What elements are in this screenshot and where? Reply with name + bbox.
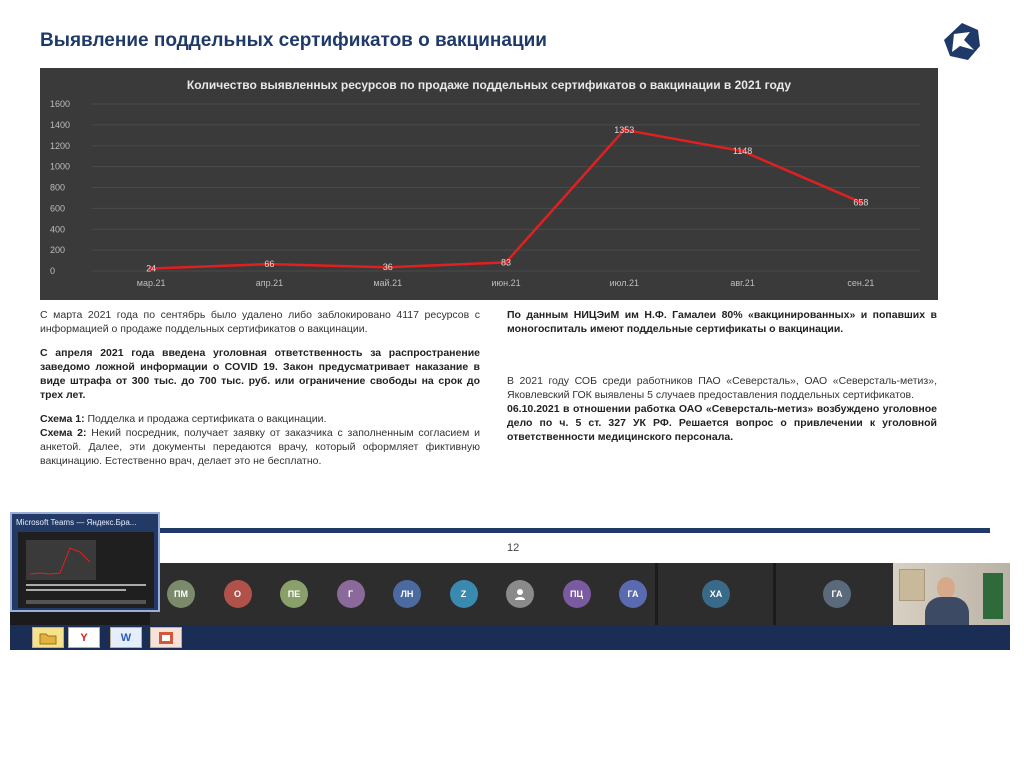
criminal-case-text: в отношении работка ОАО «Северсталь-метиз» возбуждено уголовное дело по ч. 5 ст. 327 УК РФ. Решается вопрос о привлечении к уголовной ответственности медицинского персонала. — [507, 403, 937, 443]
thumbnail-screen — [18, 532, 154, 608]
speaker-video-tile[interactable] — [893, 563, 1010, 625]
thumbnail-text — [26, 589, 126, 591]
participant-avatar[interactable]: ПМ — [167, 580, 195, 608]
scheme-2-label: Схема 2: — [40, 427, 87, 439]
x-tick-label: авг.21 — [730, 278, 755, 288]
data-label: 658 — [853, 197, 869, 208]
chart — [40, 68, 938, 300]
page-number: 12 — [507, 542, 520, 554]
teams-window-thumbnail[interactable] — [10, 512, 160, 612]
y-tick-label: 1200 — [50, 140, 71, 151]
speaker-body — [925, 597, 969, 625]
series-line — [151, 130, 861, 269]
thumbnail-toolbar — [26, 600, 146, 604]
scheme-1-label: Схема 1: — [40, 413, 85, 425]
data-label: 36 — [382, 262, 393, 273]
participant-avatar[interactable]: О — [224, 580, 252, 608]
participant-tile-large-1[interactable] — [658, 563, 773, 625]
participant-avatar[interactable]: ПЕ — [280, 580, 308, 608]
footer-bar — [40, 528, 990, 533]
x-tick-label: июл.21 — [609, 278, 639, 288]
x-tick-label: апр.21 — [255, 278, 284, 288]
x-tick-label: июн.21 — [491, 278, 521, 288]
right-text-column — [507, 308, 937, 454]
participant-avatar[interactable]: Г — [337, 580, 365, 608]
person-icon — [513, 587, 527, 601]
data-label: 24 — [146, 263, 157, 274]
x-tick-label: май.21 — [373, 278, 403, 288]
y-tick-label: 400 — [50, 224, 66, 235]
participant-tile-large-2[interactable] — [776, 563, 898, 625]
data-label: 1353 — [614, 124, 635, 135]
scheme-2-text: Некий посредник, получает заявку от заказчика с заполненным согласием и анкетой. Далее, эти документы передаются врачу, который оформляет фиктивную вакцинацию. Естественно врач, делает это не бесплатно. — [40, 427, 481, 467]
participant-avatar[interactable]: Z — [450, 580, 478, 608]
flag — [983, 573, 1003, 619]
paragraph-removed-resources: С марта 2021 года по сентябрь было удалено либо заблокировано 4117 ресурсов с информацией о продаже поддельных сертификатов о вакцинации. — [40, 309, 480, 335]
participant-avatar: ГА — [823, 580, 851, 608]
paragraph-criminal-case — [507, 402, 937, 444]
y-tick-label: 600 — [50, 203, 66, 214]
line-chart — [40, 68, 938, 300]
participant-avatar[interactable]: ГА — [619, 580, 647, 608]
company-logo-icon — [940, 20, 984, 64]
speaker-head — [937, 577, 955, 599]
y-tick-label: 1000 — [50, 161, 71, 172]
slide-title: Выявление поддельных сертификатов о вакцинации — [40, 30, 547, 51]
thumbnail-chart-line — [26, 540, 96, 580]
paragraph-gamaleya: По данным НИЦЭиМ им Н.Ф. Гамалеи 80% «вакцинированных» и попавших в моногоспиталь имеют поддельные сертификаты о вакцинации. — [507, 309, 937, 335]
y-tick-label: 800 — [50, 182, 66, 193]
participant-avatar[interactable]: ПЦ — [563, 580, 591, 608]
y-tick-label: 200 — [50, 245, 66, 256]
thumbnail-chart — [26, 540, 96, 580]
scheme-2 — [40, 426, 480, 468]
folder-taskbar-icon[interactable] — [32, 627, 64, 648]
y-tick-label: 1400 — [50, 119, 71, 130]
thumbnail-text — [26, 584, 146, 586]
yandex-browser-taskbar-icon[interactable]: Y — [68, 627, 100, 648]
participants-gallery — [150, 563, 655, 625]
paragraph-severstal-cases: В 2021 году СОБ среди работников ПАО «Северсталь», ОАО «Северсталь-метиз», Яковлевский ГОК выявлены 5 случаев предоставления поддельных сертификатов. — [507, 375, 937, 401]
data-label: 1148 — [732, 146, 753, 157]
scheme-1 — [40, 412, 480, 426]
folder-icon — [39, 631, 57, 645]
teams-participant-strip — [10, 563, 1010, 625]
data-label: 66 — [264, 259, 275, 270]
y-tick-label: 0 — [50, 266, 56, 276]
slide — [10, 10, 1010, 565]
participant-avatar[interactable]: ЛН — [393, 580, 421, 608]
wall-frame — [899, 569, 925, 601]
left-text-column — [40, 308, 480, 478]
scheme-1-text: Подделка и продажа сертификата о вакцинации. — [84, 413, 327, 425]
taskbar — [10, 625, 1010, 650]
x-tick-label: мар.21 — [136, 278, 166, 288]
chart-title: Количество выявленных ресурсов по продаже поддельных сертификатов о вакцинации в 2021 году — [186, 78, 792, 92]
participant-avatar-icon[interactable] — [506, 580, 534, 608]
presentation-icon — [158, 631, 174, 645]
paragraph-criminal-liability: С апреля 2021 года введена уголовная ответственность за распространение заведомо ложной информации о COVID 19. Закон предусматривает наказание в виде штрафа от 300 тыс. до 700 тыс. руб. или ограничение свободы на срок до трех лет. — [40, 347, 480, 401]
x-tick-label: сен.21 — [847, 278, 875, 288]
powerpoint-taskbar-icon[interactable] — [150, 627, 182, 648]
thumbnail-title: Microsoft Teams — Яндекс.Бра... — [16, 518, 137, 527]
participant-avatar: ХА — [702, 580, 730, 608]
criminal-case-date: 06.10.2021 — [507, 403, 560, 415]
word-taskbar-icon[interactable]: W — [110, 627, 142, 648]
data-label: 83 — [500, 257, 512, 268]
y-tick-label: 1600 — [50, 99, 71, 109]
